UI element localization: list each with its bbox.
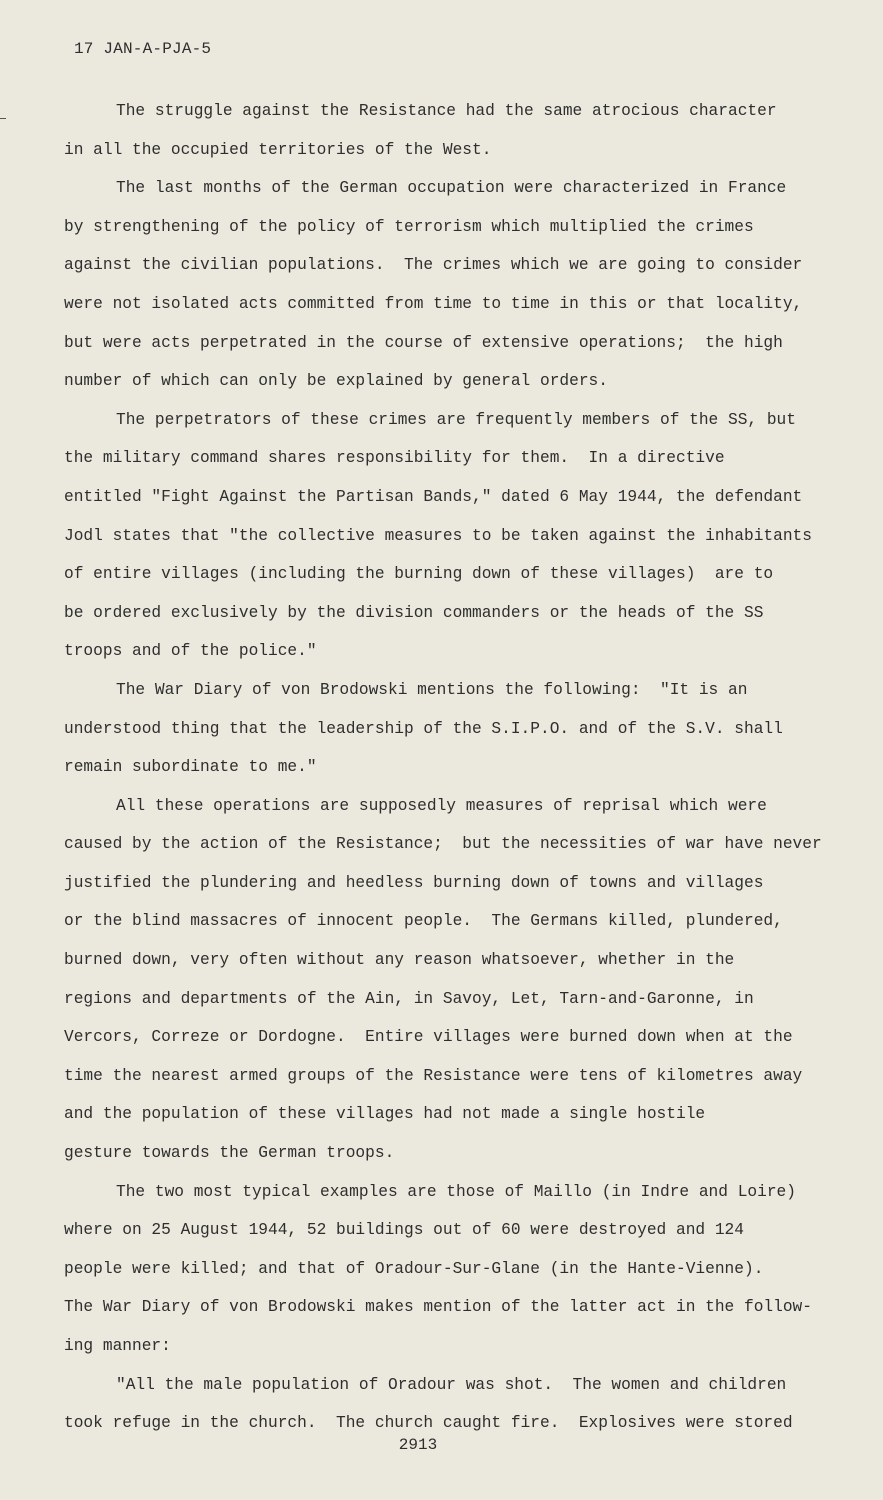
text-line: the military command shares responsibility for them. In a directive: [64, 449, 725, 468]
text-line: against the civilian populations. The crimes which we are going to consider: [64, 256, 803, 275]
paragraph: [64, 1366, 824, 1443]
text-line: justified the plundering and heedless burning down of towns and villages: [64, 873, 764, 892]
paragraph: [64, 169, 824, 401]
text-line: The struggle against the Resistance had the same atrocious character: [116, 102, 777, 120]
text-line: regions and departments of the Ain, in Savoy, Let, Tarn-and-Garonne, in: [64, 989, 754, 1008]
text-line: but were acts perpetrated in the course of extensive operations; the high: [64, 333, 783, 352]
text-line: by strengthening of the policy of terrorism which multiplied the crimes: [64, 217, 754, 236]
paragraph: [64, 671, 824, 787]
paragraph: [64, 92, 824, 169]
text-line: entitled "Fight Against the Partisan Bands," dated 6 May 1944, the defendant: [64, 487, 803, 506]
text-line: people were killed; and that of Oradour-Sur-Glane (in the Hante-Vienne).: [64, 1259, 764, 1278]
paragraph: [64, 787, 824, 1173]
document-body: [64, 92, 824, 1443]
text-line: were not isolated acts committed from time to time in this or that locality,: [64, 294, 803, 313]
document-reference: 17 JAN-A-PJA-5: [74, 40, 212, 58]
text-line: understood thing that the leadership of the S.I.P.O. and of the S.V. shall: [64, 719, 783, 738]
text-line: The perpetrators of these crimes are frequently members of the SS, but: [116, 410, 796, 429]
paragraph: [64, 1173, 824, 1366]
text-line: in all the occupied territories of the West.: [64, 140, 492, 159]
text-line: be ordered exclusively by the division commanders or the heads of the SS: [64, 603, 764, 622]
punch-mark: [0, 118, 6, 119]
text-line: The two most typical examples are those of Maillo (in Indre and Loire): [116, 1182, 796, 1201]
text-line: Jodl states that "the collective measures to be taken against the inhabitants: [64, 526, 812, 545]
text-line: The War Diary of von Brodowski makes mention of the latter act in the follow-: [64, 1298, 812, 1317]
text-line: burned down, very often without any reason whatsoever, whether in the: [64, 951, 735, 970]
text-line: time the nearest armed groups of the Resistance were tens of kilometres away: [64, 1066, 803, 1085]
text-line: "All the male population of Oradour was shot. The women and children: [116, 1375, 787, 1394]
text-line: where on 25 August 1944, 52 buildings out of 60 were destroyed and 124: [64, 1221, 744, 1240]
text-line: number of which can only be explained by general orders.: [64, 372, 608, 391]
text-line: troops and of the police.": [64, 642, 317, 661]
paragraph: [64, 401, 824, 671]
text-line: ing manner:: [64, 1337, 171, 1355]
text-line: remain subordinate to me.": [64, 758, 317, 777]
text-line: Vercors, Correze or Dordogne. Entire villages were burned down when at the: [64, 1028, 793, 1047]
text-line: All these operations are supposedly measures of reprisal which were: [116, 796, 767, 815]
page-number: 2913: [398, 1436, 438, 1454]
text-line: of entire villages (including the burning down of these villages) are to: [64, 565, 774, 584]
text-line: or the blind massacres of innocent people. The Germans killed, plundered,: [64, 912, 783, 931]
text-line: gesture towards the German troops.: [64, 1144, 395, 1163]
text-line: and the population of these villages had not made a single hostile: [64, 1105, 706, 1124]
text-line: took refuge in the church. The church caught fire. Explosives were stored: [64, 1414, 793, 1433]
text-line: The War Diary of von Brodowski mentions the following: "It is an: [116, 680, 748, 699]
text-line: caused by the action of the Resistance; but the necessities of war have never: [64, 835, 822, 854]
text-line: The last months of the German occupation were characterized in France: [116, 179, 787, 198]
